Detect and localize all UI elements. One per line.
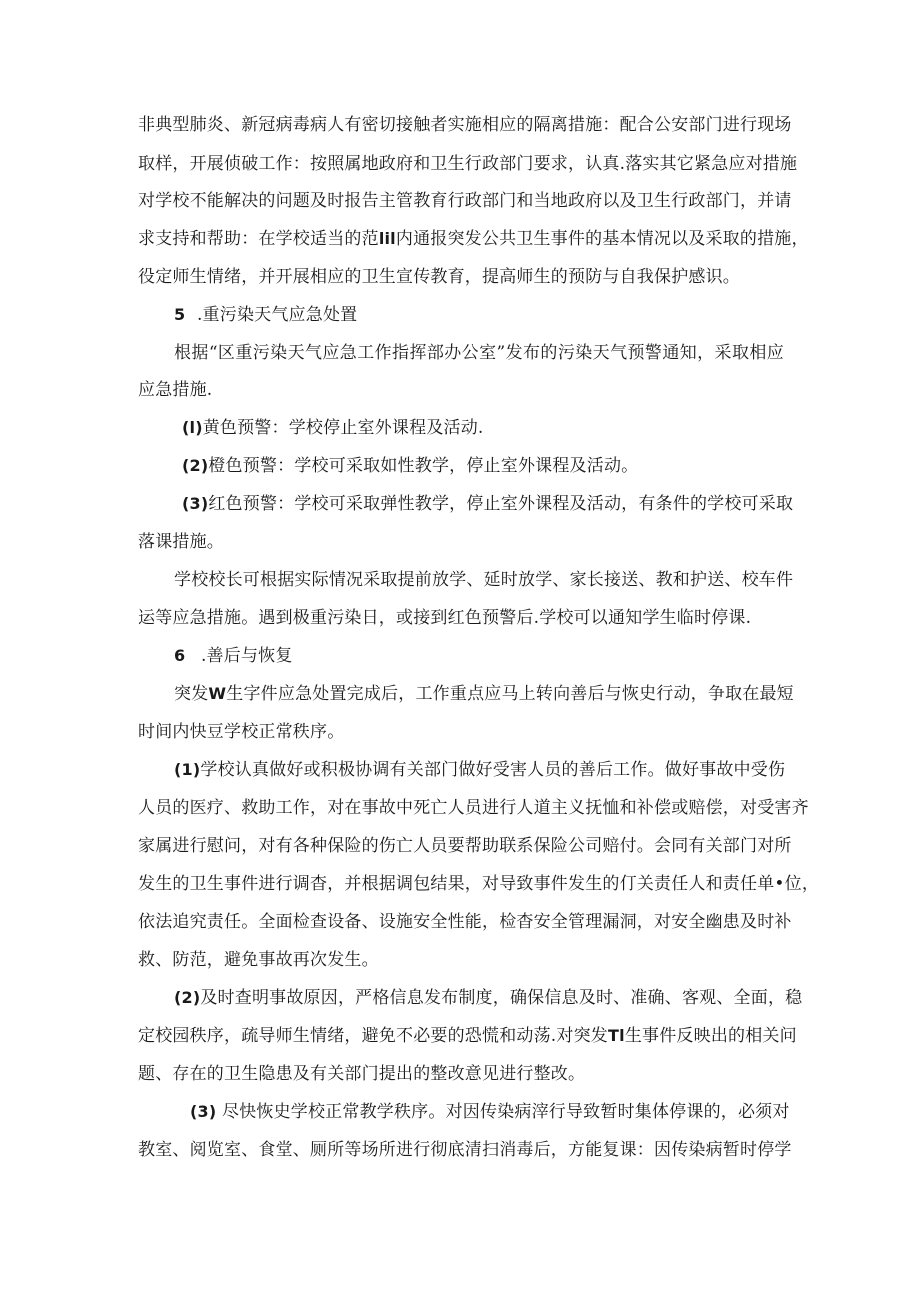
item-text: 及时查明事故原因，严格信息发布制度，确保信息及时、准确、客观、全面，稳 — [200, 988, 803, 1008]
item-text: 红色预警：学校可采取弹性教学，停止室外课程及活动，有条件的学校可采取 — [208, 494, 794, 514]
paragraph-line: 对学校不能解决的问题及时报告主管教育行政部门和当地政府以及卫生行政部门，并请 — [138, 191, 792, 211]
paragraph-line: 役定师生情绪，并开展相应的卫生宣传教育，提高师生的预防与自我保护感识。 — [138, 267, 740, 287]
paragraph-line: 时间内快豆学校正常秩序。 — [138, 722, 345, 742]
list-item-aftercare — [174, 758, 784, 782]
item-number: (2) — [182, 456, 209, 475]
paragraph-line: 人员的医疗、救助工作，对在事故中死亡人员进行人道主义抚恤和补偿或赔偿，对受害齐 — [138, 798, 809, 818]
section-heading-5 — [174, 303, 357, 327]
section-title: .重污染天气应急处置 — [196, 305, 358, 325]
item-number: (2) — [174, 988, 201, 1007]
list-item-orange — [182, 454, 638, 478]
paragraph-line: 教室、阅览室、食堂、厕所等场所进行彻底清扫消毒后，方能复课：因传染病暂时停学 — [138, 1140, 792, 1160]
section-heading-6 — [174, 644, 293, 668]
list-item-yellow — [182, 416, 484, 440]
paragraph-line: 非典型肺炎、新冠病毒病人有密切接触者实施相应的隔离措施：配合公安部门进行现场 — [138, 115, 792, 135]
text-run: 定校园秩序，疏导师生情绪，避免不必要的恐慌和动荡.对突发 — [138, 1026, 609, 1046]
paragraph-line: 救、防范，避免事故再次发生。 — [138, 950, 379, 970]
text-run: 求支持和帮助：在学校适当的范 — [138, 229, 379, 249]
list-item-red — [182, 492, 794, 516]
item-text: 橙色预警：学校可采取如性教学，停止室外课程及活动。 — [208, 456, 639, 476]
text-run: 突发 — [174, 684, 209, 704]
list-item-recovery — [190, 1100, 790, 1124]
paragraph-line: 根据“区重污染天气应急工作指挥部办公室”发布的污染天气预警通知，采取相应 — [174, 343, 784, 363]
paragraph-line: 落课措施。 — [138, 532, 224, 552]
paragraph-line: 发生的卫生事件进行调杳，并根据调包结果，对导致事件发生的仃关责任人和责任单•位， — [138, 874, 820, 894]
paragraph-line — [174, 682, 794, 706]
item-text: 学校认真做好或积极协调有关部门做好受害人员的善后工作。做好事故中受伤 — [200, 760, 786, 780]
paragraph-line: 家属进行慰问，对有各种保险的伤亡人员要帮助联系保险公司赔付。会同有关部门对所 — [138, 836, 792, 856]
paragraph-line: 学校校长可根据实际情况采取提前放学、延时放学、家长接送、教和护送、校车件 — [174, 570, 794, 590]
section-number: 6 — [174, 646, 186, 665]
text-run: 生字件应急处置完成后，工作重点应马上转向善后与恢史行动，争取在最短 — [226, 684, 794, 704]
list-item-investigation — [174, 986, 803, 1010]
item-text: 尽快恢史学校正常教学秩序。对因传染病滓行导致暂时集体停课的，必须对 — [221, 1102, 790, 1122]
text-run: 生事件反映出的相关问 — [624, 1026, 797, 1046]
text-run: 内通报突发公共卫生事件的基本情况以及采取的措施， — [395, 229, 809, 249]
paragraph-line — [138, 227, 809, 251]
section-title: .善后与恢复 — [200, 646, 293, 666]
paragraph-line: 取样，开展侦破工作：按照属地政府和卫生行政部门要求，认真.落实其它紧急应对措施 — [138, 154, 798, 174]
paragraph-line: 应急措施. — [138, 380, 213, 400]
item-text: 黄色预警：学校停止室外课程及活动. — [202, 418, 484, 438]
item-number: (3) — [182, 494, 209, 513]
paragraph-line: 依法追究责任。全面检查设备、设施安全性能，检杳安全管理漏洞，对安全幽患及时补 — [138, 912, 792, 932]
paragraph-line: 运等应急措施。遇到极重污染日，或接到红色预警后.学校可以通知学生临时停课. — [138, 608, 752, 628]
text-run-bold: lil — [378, 229, 396, 248]
paragraph-line — [138, 1024, 797, 1048]
text-run-bold: W — [208, 684, 227, 703]
item-number: (3) — [190, 1102, 217, 1121]
item-number: (l) — [182, 418, 203, 437]
paragraph-line: 题、存在的卫生隐患及有关部门提出的整改意见进行整改。 — [138, 1064, 586, 1084]
section-number: 5 — [174, 305, 186, 324]
item-number: (1) — [174, 760, 201, 779]
text-run-bold: Tl — [608, 1026, 625, 1045]
